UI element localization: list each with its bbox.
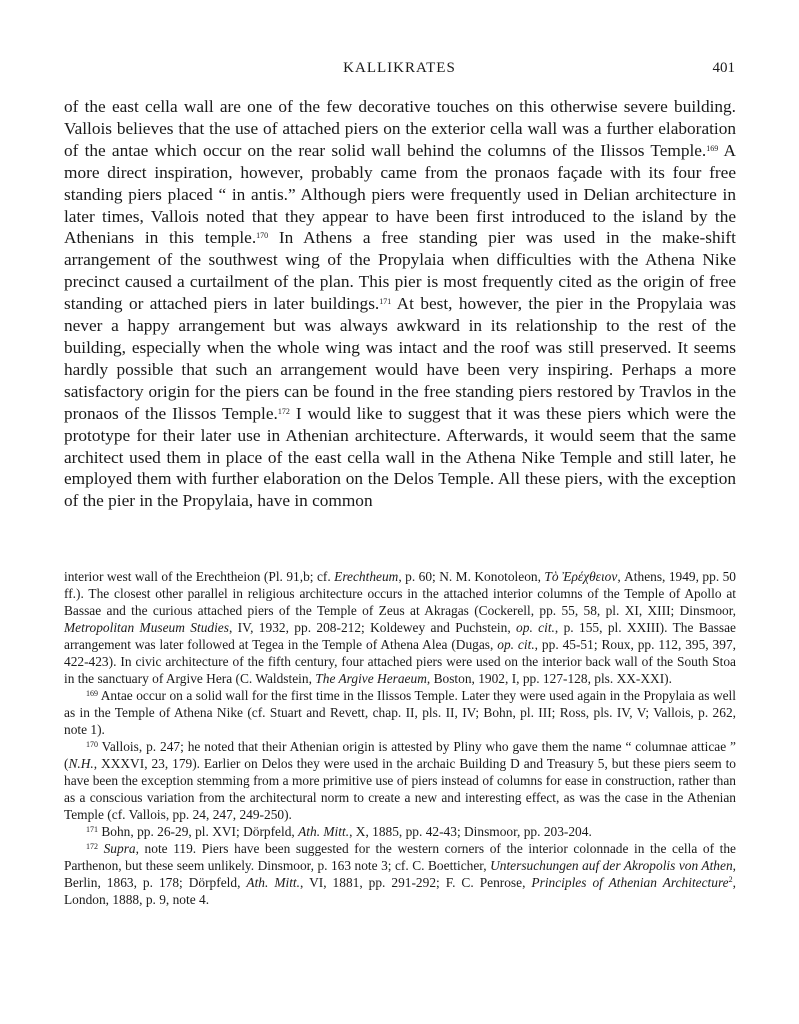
note-italic: Erechtheum (334, 569, 399, 584)
footnotes (64, 568, 736, 908)
body-paragraph (64, 96, 736, 512)
body-segment: I would like to suggest that it was these piers which were the prototype for their later use in Athenian architecture. Afterwards, it would seem that the same architect used them in place of the east cella wall in the Athena Nike Temple and still later, he employed them with further elaboration on the Delos Temple. All these piers, with the exception of the pier in the Propylaia, have in common (64, 403, 736, 511)
main-text (64, 96, 736, 512)
note-italic: Principles of Athenian Architecture (531, 875, 729, 890)
note-text: , VI, 1881, pp. 291-292; F. C. Penrose, (300, 875, 532, 890)
footnote-170 (64, 738, 736, 823)
footnote-number: 172 (86, 842, 98, 851)
note-italic: op. cit. (497, 637, 535, 652)
body-segment: of the east cella wall are one of the few decorative touches on this otherwise severe building. Vallois believes that the use of attached piers on the exterior cella wall was a further elaboration of the antae which occur on the rear solid wall behind the columns of the Ilissos Temple. (64, 97, 736, 160)
note-text: , X, 1885, pp. 42-43; Dinsmoor, pp. 203-204. (349, 824, 592, 839)
note-text: , London, 1888, p. 9, note 4. (64, 875, 736, 907)
note-text: Bohn, pp. 26-29, pl. XVI; Dörpfeld, (101, 824, 299, 839)
note-italic: op. cit. (516, 620, 555, 635)
footnote-169 (64, 687, 736, 738)
note-italic: Τὸ Ἐρέχθειον (544, 569, 618, 584)
note-text: , Athens, 1949, pp. 50 ff.). The closest other parallel in religious architecture occurs in the attached interior columns of the Temple of Apollo at Bassae and the curious attached piers of the Temple of Zeus at Akragas (Cockerell, pp. 55, 58, pl. XI, XIII; Dinsmoor, (64, 569, 737, 618)
note-text: , p. 155, pl. XXIII). The Bassae arrangement was later followed at Tegea in the Temple of Athena Alea (Dugas, (64, 620, 736, 652)
note-italic: Metropolitan Museum Studies (64, 620, 229, 635)
footnote-168-continued (64, 568, 736, 687)
note-text: , Boston, 1902, I, pp. 127-128, pls. XX-XXI). (426, 671, 672, 686)
footnote-171 (64, 823, 736, 840)
body-segment: At best, however, the pier in the Propylaia was never a happy arrangement but was always awkward in its relationship to the rest of the building, especially when the whole wing was intact and the roof was still preserved. It seems hardly possible that such an arrangement would have been very inspiring. Perhaps a more satisfactory origin for the piers can be found in the free standing piers restored by Travlos in the pronaos of the Ilissos Temple. (64, 294, 736, 423)
running-head (64, 60, 735, 80)
note-italic: Ath. Mitt. (246, 875, 300, 890)
page-number: 401 (712, 60, 735, 76)
note-text: Vallois, p. 247; he noted that their Athenian origin is attested by Pliny who gave them the name “ columnae atticae ” ( (64, 739, 736, 771)
note-italic: N.H. (68, 756, 94, 771)
footnote-ref: 172 (277, 406, 290, 416)
footnote-number: 171 (86, 825, 98, 834)
note-text: , pp. 45-51; Roux, pp. 112, 395, 397, 422-423). In civic architecture of the fifth century, four attached piers were used on the interior back wall of the South Stoa in the sanctuary of Argive Hera (C. Waldstein, (64, 637, 736, 686)
body-segment: In Athens a free standing pier was used in the make-shift arrangement of the southwest wing of the Propylaia when difficulties with the Athena Nike precinct caused a curtailment of the plan. This pier is most frequently cited as the origin of free standing or attached piers in later buildings. (64, 228, 736, 314)
note-text: , IV, 1932, pp. 208-212; Koldewey and Puchstein, (228, 620, 517, 635)
note-italic: Supra (103, 841, 136, 856)
footnote-ref: 169 (706, 143, 719, 153)
footnote-172 (64, 840, 736, 908)
footnote-number: 170 (86, 740, 98, 749)
note-italic: The Argive Heraeum (315, 671, 427, 686)
note-text: , p. 60; N. M. Konotoleon, (398, 569, 545, 584)
footnote-ref: 170 (256, 231, 269, 241)
body-segment: A more direct inspiration, however, probably came from the pronaos façade with its four free standing piers placed “ in antis.” Although piers were frequently used in Delian architecture in later times, Vallois noted that they appear to have been first introduced to the island by the Athenians in this temple. (64, 140, 736, 248)
note-text: , note 119. Piers have been suggested for the western corners of the interior colonnade in the cella of the Parthenon, but these seem unlikely. Dinsmoor, p. 163 note 3; cf. C. Boetticher, (64, 841, 736, 873)
edition-superscript: 2 (728, 875, 733, 884)
note-text: interior west wall of the Erechtheion (Pl. 91,b; cf. (64, 569, 335, 584)
note-text: , Berlin, 1863, p. 178; Dörpfeld, (64, 858, 737, 890)
footnote-number: 169 (86, 689, 98, 698)
footnote-ref: 171 (379, 297, 392, 307)
note-text: Antae occur on a solid wall for the first time in the Ilissos Temple. Later they were used again in the Propylaia as well as in the Temple of Athena Nike (cf. Stuart and Revett, chap. II, pls. II, IV; Bohn, pl. III; Ross, pls. IV, V; Vallois, p. 262, note 1). (64, 688, 736, 737)
note-italic: Untersuchungen auf der Akropolis von Athen (490, 858, 733, 873)
running-head-title: KALLIKRATES (343, 60, 456, 76)
note-text: , XXXVI, 23, 179). Earlier on Delos they were used in the archaic Building D and Treasury 5, but these piers seem to have been the exception stemming from a more primitive use of piers instead of columns for ease in construction, rather than as a conscious variation from the architectural norm to create a new and interesting effect, as was the case in the Athenian Temple (cf. Vallois, pp. 24, 247, 249-250). (64, 756, 736, 822)
note-italic: Ath. Mitt. (298, 824, 350, 839)
